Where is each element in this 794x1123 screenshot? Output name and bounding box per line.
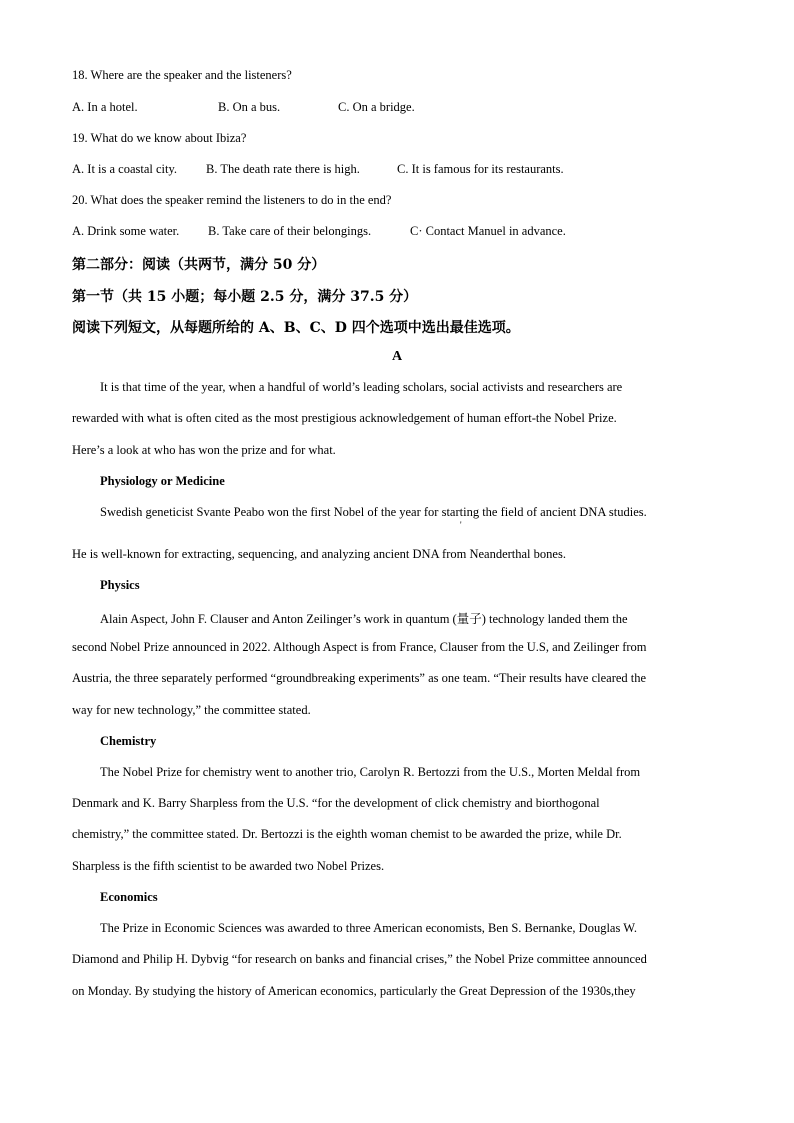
physics-line-1: Alain Aspect, John F. Clauser and Anton Zeilinger’s work in quantum (量子) technology landed them the [100,612,628,626]
q20-option-c: C· Contact Manuel in advance. [410,224,566,238]
q18-stem: 18. Where are the speaker and the listeners? [72,68,292,82]
economics-line-2: Diamond and Philip H. Dybvig “for research on banks and financial crises,” the Nobel Prize committee announced [72,952,647,966]
q20-option-a: A. Drink some water. [72,224,180,238]
intro-line-3: Here’s a look at who has won the prize and for what. [72,443,336,457]
medicine-heading: Physiology or Medicine [100,474,225,488]
q19-option-c: C. It is famous for its restaurants. [397,162,564,176]
q18-option-c: C. On a bridge. [338,100,415,114]
physics-line-4: way for new technology,” the committee stated. [72,703,311,717]
medicine-line-1: Swedish geneticist Svante Peabo won the first Nobel of the year for starting the field of ancient DNA studies. [100,505,647,519]
q18-option-b: B. On a bus. [218,100,281,114]
intro-line-2: rewarded with what is often cited as the most prestigious acknowledgement of human effort-the Nobel Prize. [72,411,617,425]
medicine-line-2: He is well-known for extracting, sequencing, and analyzing ancient DNA from Neanderthal bones. [72,547,566,561]
q20-stem: 20. What does the speaker remind the listeners to do in the end? [72,193,392,207]
section1-heading: 第一节（共 15 小题；每小题 2.5 分，满分 37.5 分） [72,289,418,305]
part2-heading: 第二部分：阅读（共两节，满分 50 分） [72,257,326,273]
q19-option-a: A. It is a coastal city. [72,162,178,176]
physics-line-3: Austria, the three separately performed “groundbreaking experiments” as one team. “Their results have cleared the [72,671,647,685]
chemistry-line-3: chemistry,” the committee stated. Dr. Bertozzi is the eighth woman chemist to be awarded the prize, while Dr. [72,827,622,841]
chemistry-line-2: Denmark and K. Barry Sharpless from the U.S. “for the development of click chemistry and biorthogonal [72,796,600,810]
q19-option-b: B. The death rate there is high. [206,162,360,176]
q18-option-a: A. In a hotel. [72,100,138,114]
chemistry-line-4: Sharpless is the fifth scientist to be awarded two Nobel Prizes. [72,859,385,873]
physics-line-2: second Nobel Prize announced in 2022. Although Aspect is from France, Clauser from the U.S, and Zeilinger from [72,640,647,654]
intro-line-1: It is that time of the year, when a handful of world’s leading scholars, social activists and researchers are [100,380,623,394]
economics-line-1: The Prize in Economic Sciences was awarded to three American economists, Ben S. Bernanke, Douglas W. [100,921,638,935]
medicine-mark: ' [460,520,462,530]
q19-stem: 19. What do we know about Ibiza? [72,131,247,145]
economics-line-3: on Monday. By studying the history of American economics, particularly the Great Depression of the 1930s,they [72,984,636,998]
physics-heading: Physics [100,578,140,592]
q20-option-b: B. Take care of their belongings. [208,224,372,238]
economics-heading: Economics [100,890,158,904]
chemistry-heading: Chemistry [100,734,157,748]
chemistry-line-1: The Nobel Prize for chemistry went to another trio, Carolyn R. Bertozzi from the U.S., Morten Meldal from [100,765,641,779]
reading-instruction: 阅读下列短文，从每题所给的 A、B、C、D 四个选项中选出最佳选项。 [72,320,520,336]
passage-label: A [391,349,403,364]
